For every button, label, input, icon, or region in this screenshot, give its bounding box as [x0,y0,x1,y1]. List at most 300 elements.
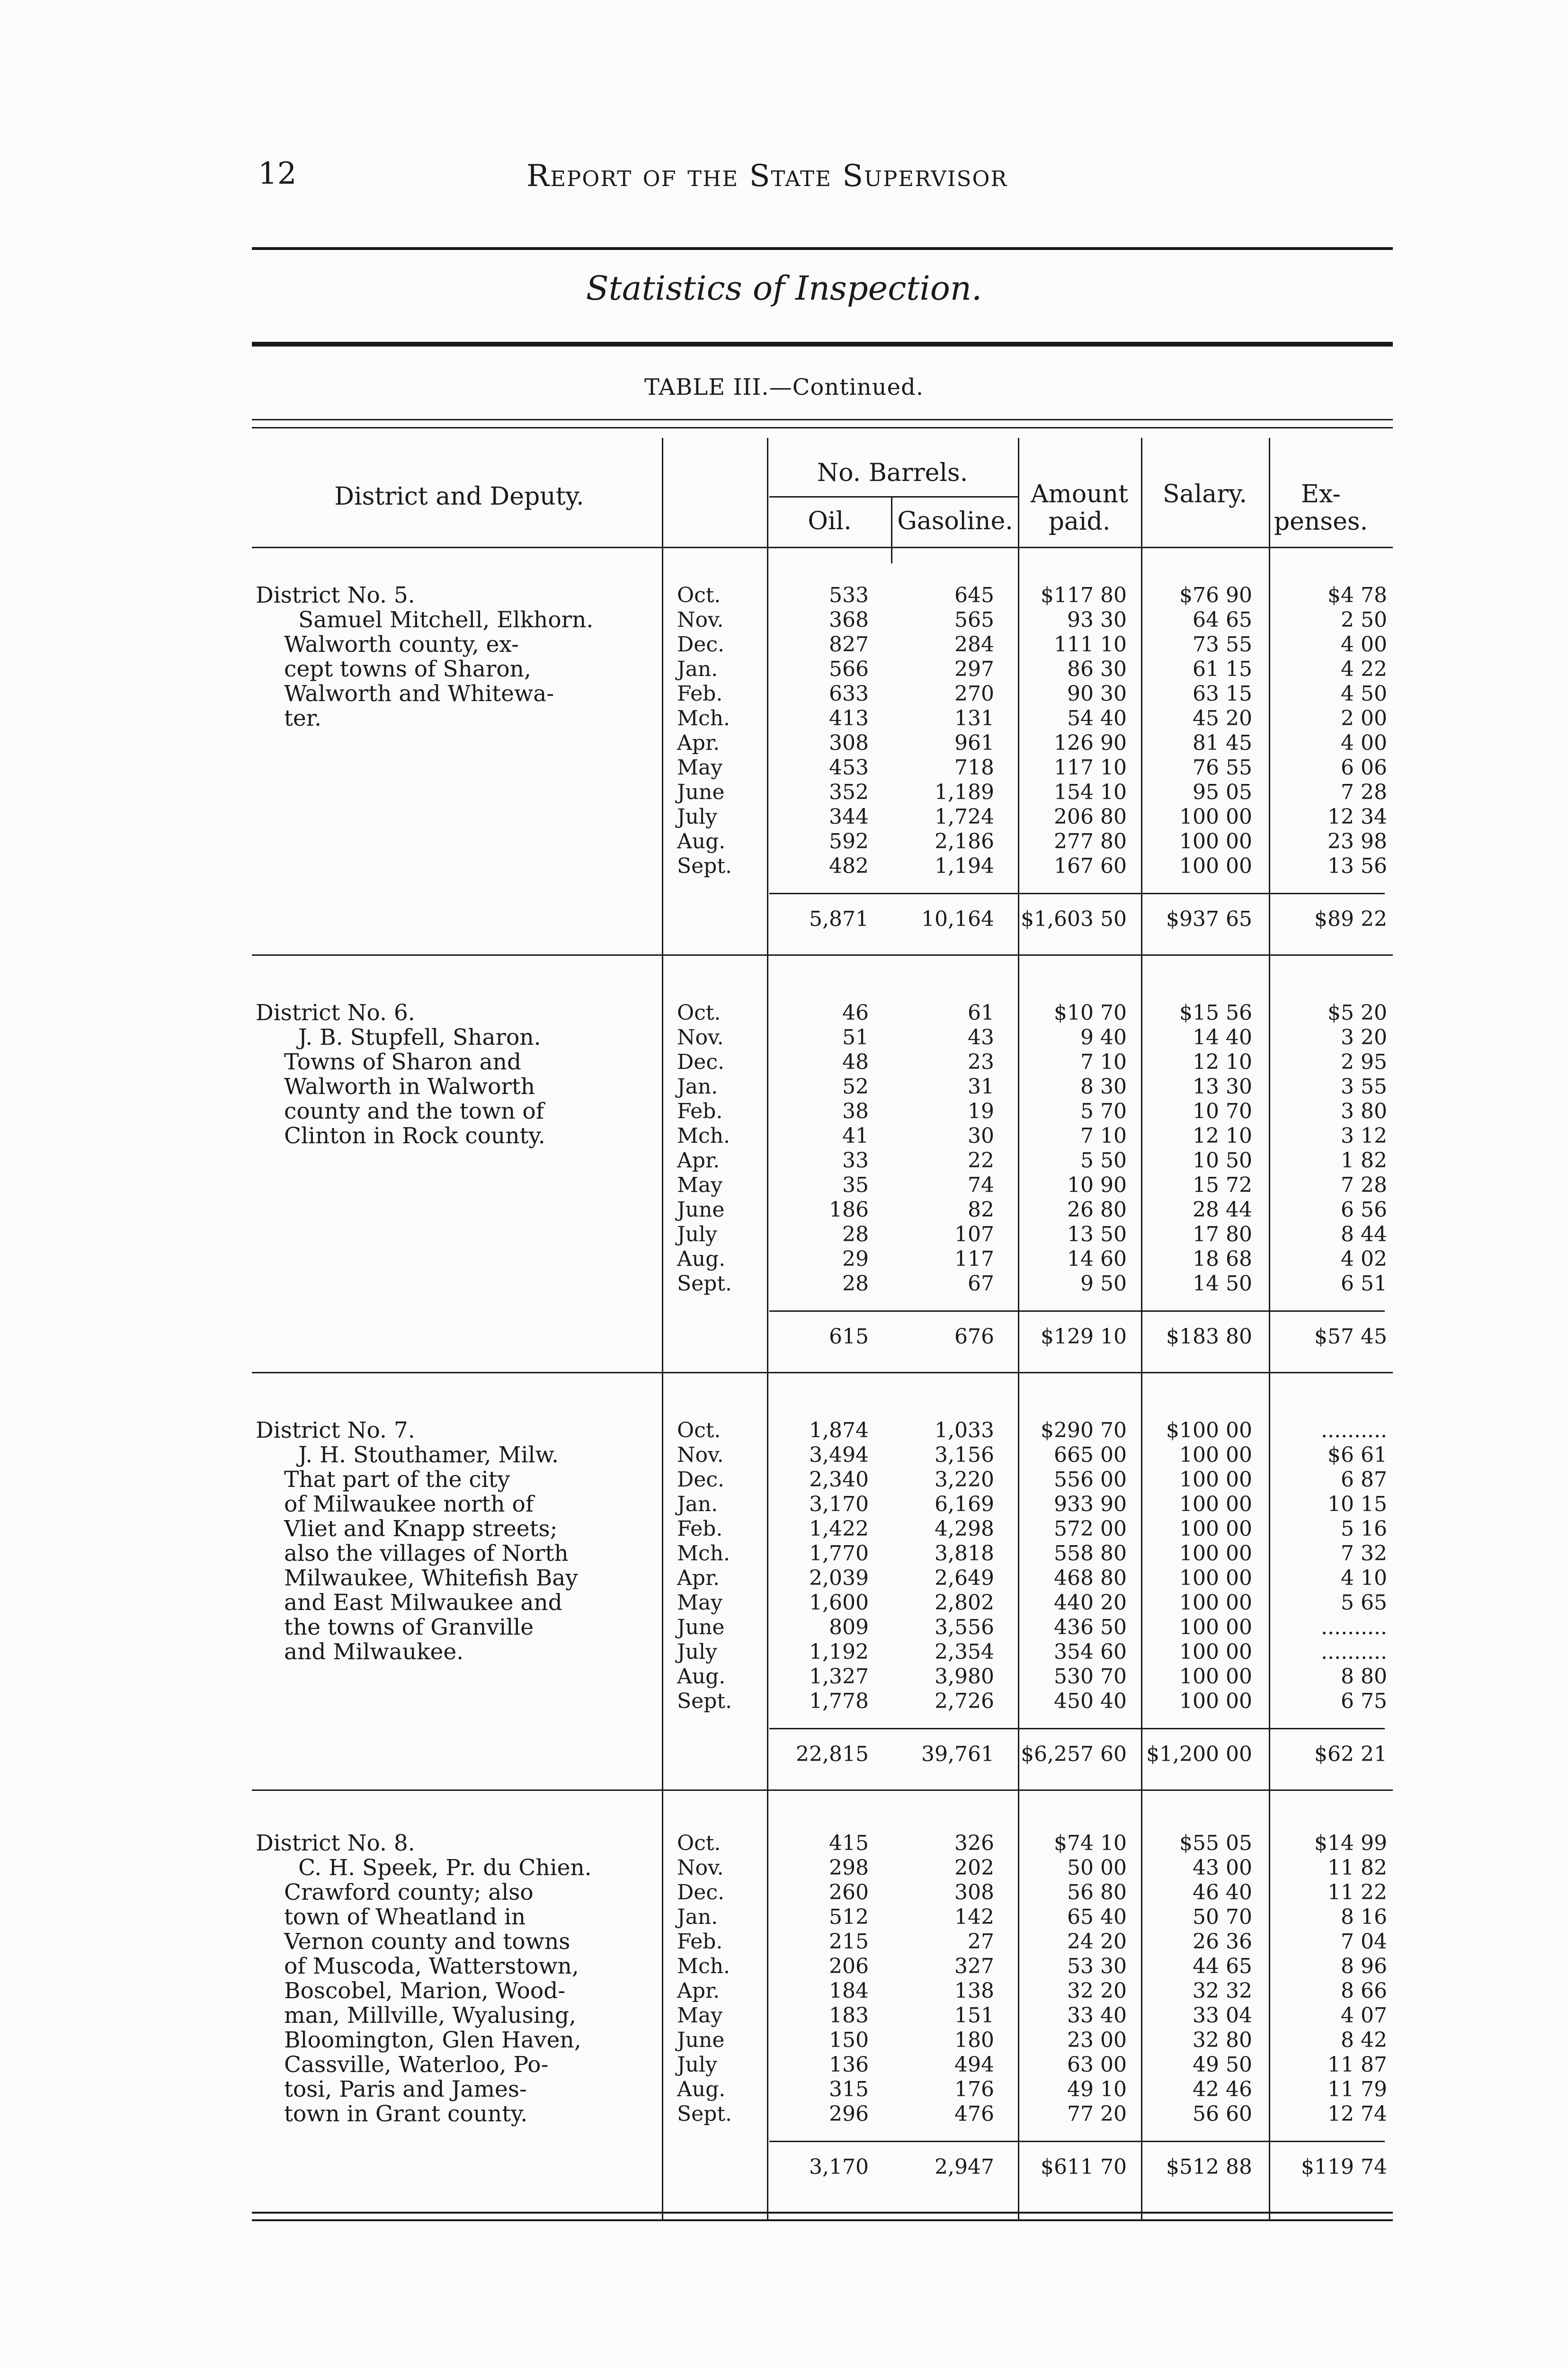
cell-oil: 183 [829,2003,869,2028]
total-oil: 5,871 [809,907,869,931]
cell-amount-paid: 50 00 [1067,1856,1127,1880]
cell-expenses: 5 16 [1341,1517,1387,1541]
cell-gasoline: 4,298 [935,1517,994,1541]
total-salary: $512 88 [1166,2155,1252,2179]
cell-oil: 150 [829,2028,869,2052]
cell-amount-paid: 665 00 [1054,1443,1127,1467]
cell-oil: 1,422 [809,1517,869,1541]
cell-expenses: 6 87 [1341,1468,1387,1492]
cell-gasoline: 718 [954,756,994,780]
cell-amount-paid: 77 20 [1067,2102,1127,2126]
cell-oil: 315 [829,2077,869,2101]
cell-amount-paid: 5 70 [1080,1099,1127,1123]
cell-gasoline: 2,726 [935,1689,994,1713]
cell-expenses: 6 51 [1341,1272,1387,1296]
header-gasoline: Gasoline. [897,507,1013,535]
cell-month: Apr. [677,731,720,755]
district-desc-line: and Milwaukee. [284,1639,464,1665]
cell-amount-paid: $74 10 [1054,1831,1127,1855]
cell-month: Jan. [677,1905,718,1929]
cell-expenses: 8 96 [1341,1954,1387,1978]
cell-month: Feb. [677,682,723,706]
cell-month: Feb. [677,1099,723,1123]
cell-gasoline: 1,194 [935,854,994,878]
cell-expenses: $5 20 [1327,1001,1387,1025]
cell-gasoline: 1,033 [935,1418,994,1442]
total-expenses: $119 74 [1301,2155,1387,2179]
cell-oil: 46 [842,1001,869,1025]
cell-expenses: 4 02 [1341,1247,1387,1271]
cell-month: Mch. [677,1954,731,1978]
cell-gasoline: 67 [968,1272,994,1296]
cell-expenses: 2 95 [1341,1050,1387,1074]
cell-amount-paid: 9 50 [1080,1272,1127,1296]
cell-oil: 453 [829,756,869,780]
cell-month: Nov. [677,1856,724,1880]
district-desc-line: Walworth and Whitewa- [284,681,554,707]
cell-salary: 13 30 [1193,1075,1252,1099]
cell-amount-paid: 206 80 [1054,805,1127,829]
district-desc-line: Walworth county, ex- [284,632,519,658]
total-amount-paid: $6,257 60 [1021,1742,1127,1766]
cell-oil: 215 [829,1930,869,1954]
cell-salary: 12 10 [1193,1050,1252,1074]
cell-gasoline: 74 [968,1173,994,1197]
cell-oil: 413 [829,706,869,730]
cell-salary: 42 46 [1193,2077,1252,2101]
cell-amount-paid: 13 50 [1067,1222,1127,1246]
cell-month: Apr. [677,1566,720,1590]
col-divider-2 [767,438,768,2220]
total-oil: 22,815 [796,1742,869,1766]
cell-oil: 184 [829,1979,869,2003]
total-gasoline: 10,164 [921,907,994,931]
cell-oil: 809 [829,1615,869,1639]
cell-amount-paid: 90 30 [1067,682,1127,706]
cell-expenses: 7 28 [1341,780,1387,804]
cell-amount-paid: 558 80 [1054,1541,1127,1566]
cell-gasoline: 476 [954,2102,994,2126]
district-desc-line: cept towns of Sharon, [284,656,531,682]
header-salary: Salary. [1162,480,1247,508]
total-salary: $937 65 [1166,907,1252,931]
cell-expenses: 2 50 [1341,608,1387,632]
district-desc-line: Vernon county and towns [284,1929,570,1955]
cell-salary: 10 70 [1193,1099,1252,1123]
district-desc-line: ter. [284,705,321,731]
cell-expenses: 2 00 [1341,706,1387,730]
rule-table-top-1 [252,419,1393,420]
cell-expenses: 6 75 [1341,1689,1387,1713]
cell-salary: $15 56 [1179,1001,1252,1025]
cell-oil: 33 [842,1148,869,1173]
cell-gasoline: 138 [954,1979,994,2003]
cell-amount-paid: 14 60 [1067,1247,1127,1271]
total-amount-paid: $611 70 [1041,2155,1127,2179]
cell-expenses: 7 28 [1341,1173,1387,1197]
cell-amount-paid: 167 60 [1054,854,1127,878]
cell-month: Mch. [677,706,731,730]
cell-month: June [677,2028,725,2052]
cell-salary: 100 00 [1179,805,1252,829]
cell-month: Sept. [677,1689,732,1713]
cell-expenses: .......... [1321,1640,1387,1664]
cell-month: Dec. [677,632,724,657]
cell-salary: $100 00 [1166,1418,1252,1442]
district-desc-line: and East Milwaukee and [284,1590,562,1616]
cell-month: Aug. [677,829,726,854]
cell-gasoline: 326 [954,1831,994,1855]
cell-month: Oct. [677,1001,721,1025]
cell-salary: 32 80 [1193,2028,1252,2052]
cell-gasoline: 27 [968,1930,994,1954]
cell-oil: 1,770 [809,1541,869,1566]
cell-salary: 100 00 [1179,1640,1252,1664]
cell-oil: 3,494 [809,1443,869,1467]
cell-gasoline: 31 [968,1075,994,1099]
cell-expenses: 3 12 [1341,1124,1387,1148]
total-expenses: $89 22 [1314,907,1387,931]
cell-amount-paid: 56 80 [1067,1880,1127,1904]
total-salary: $183 80 [1166,1325,1252,1349]
cell-oil: 3,170 [809,1492,869,1516]
cell-amount-paid: 440 20 [1054,1591,1127,1615]
cell-month: July [677,805,717,829]
cell-month: Oct. [677,1831,721,1855]
cell-salary: 14 40 [1193,1025,1252,1050]
district-desc-line: C. H. Speek, Pr. du Chien. [298,1855,592,1881]
cell-month: Feb. [677,1517,723,1541]
cell-gasoline: 22 [968,1148,994,1173]
cell-month: June [677,1615,725,1639]
district-desc-line: District No. 6. [256,1000,415,1026]
header-barrels: No. Barrels. [817,459,968,487]
header-amount: Amount paid. [1030,480,1129,536]
cell-salary: 56 60 [1193,2102,1252,2126]
cell-amount-paid: 65 40 [1067,1905,1127,1929]
rule-table-top-2 [252,427,1393,428]
cell-month: Dec. [677,1050,724,1074]
cell-amount-paid: 24 20 [1067,1930,1127,1954]
cell-expenses: .......... [1321,1418,1387,1442]
cell-expenses: 8 66 [1341,1979,1387,2003]
cell-gasoline: 2,354 [935,1640,994,1664]
cell-oil: 415 [829,1831,869,1855]
cell-gasoline: 284 [954,632,994,657]
cell-expenses: 4 00 [1341,731,1387,755]
cell-salary: 44 65 [1193,1954,1252,1978]
cell-gasoline: 565 [954,608,994,632]
rule-subtotal [769,1310,1385,1312]
cell-salary: 15 72 [1193,1173,1252,1197]
cell-oil: 298 [829,1856,869,1880]
district-desc-line: Crawford county; also [284,1879,534,1905]
rule-barrels [769,496,1018,498]
cell-expenses: 10 15 [1327,1492,1387,1516]
cell-oil: 48 [842,1050,869,1074]
cell-expenses: 7 04 [1341,1930,1387,1954]
cell-amount-paid: 49 10 [1067,2077,1127,2101]
cell-expenses: $6 61 [1327,1443,1387,1467]
district-desc-line: Bloomington, Glen Haven, [284,2027,581,2053]
rule-district-separator [252,954,1393,956]
cell-gasoline: 2,649 [935,1566,994,1590]
table-title: TABLE III.—Continued. [644,374,924,400]
cell-month: Apr. [677,1979,720,2003]
cell-oil: 1,874 [809,1418,869,1442]
cell-oil: 28 [842,1222,869,1246]
cell-amount-paid: $10 70 [1054,1001,1127,1025]
cell-salary: 14 50 [1193,1272,1252,1296]
total-gasoline: 39,761 [921,1742,994,1766]
cell-gasoline: 142 [954,1905,994,1929]
cell-amount-paid: 93 30 [1067,608,1127,632]
cell-salary: 73 55 [1193,632,1252,657]
cell-oil: 260 [829,1880,869,1904]
cell-oil: 482 [829,854,869,878]
cell-gasoline: 43 [968,1025,994,1050]
cell-month: Oct. [677,583,721,607]
cell-oil: 352 [829,780,869,804]
cell-amount-paid: $290 70 [1041,1418,1127,1442]
cell-gasoline: 61 [968,1001,994,1025]
cell-salary: 81 45 [1193,731,1252,755]
cell-amount-paid: 436 50 [1054,1615,1127,1639]
cell-oil: 308 [829,731,869,755]
cell-expenses: $14 99 [1314,1831,1387,1855]
cell-expenses: 11 87 [1327,2053,1387,2077]
district-desc-line: town in Grant county. [284,2101,528,2127]
cell-amount-paid: 468 80 [1054,1566,1127,1590]
cell-expenses: 4 50 [1341,682,1387,706]
cell-gasoline: 3,156 [935,1443,994,1467]
cell-salary: 100 00 [1179,1566,1252,1590]
cell-amount-paid: 450 40 [1054,1689,1127,1713]
cell-gasoline: 82 [968,1198,994,1222]
district-desc-line: Samuel Mitchell, Elkhorn. [298,607,594,633]
cell-month: May [677,756,723,780]
rule-subtotal [769,1728,1385,1729]
cell-expenses: 8 42 [1341,2028,1387,2052]
rule-district-separator [252,1789,1393,1791]
cell-amount-paid: 33 40 [1067,2003,1127,2028]
cell-amount-paid: 117 10 [1054,756,1127,780]
cell-month: Jan. [677,1075,718,1099]
cell-oil: 592 [829,829,869,854]
col-divider-4 [1018,438,1019,2220]
cell-oil: 35 [842,1173,869,1197]
district-desc-line: District No. 5. [256,582,415,608]
cell-salary: 18 68 [1193,1247,1252,1271]
cell-oil: 186 [829,1198,869,1222]
cell-gasoline: 131 [954,706,994,730]
cell-expenses: $4 78 [1327,583,1387,607]
header-oil: Oil. [808,507,852,535]
rule-bottom-1 [252,2212,1393,2214]
cell-gasoline: 1,189 [935,780,994,804]
cell-expenses: 13 56 [1327,854,1387,878]
cell-month: Aug. [677,2077,726,2101]
cell-oil: 1,778 [809,1689,869,1713]
rule-subtotal [769,2141,1385,2142]
cell-gasoline: 19 [968,1099,994,1123]
district-desc-line: of Milwaukee north of [284,1491,534,1517]
cell-salary: 100 00 [1179,854,1252,878]
cell-oil: 41 [842,1124,869,1148]
col-divider-6 [1269,438,1270,2220]
cell-gasoline: 2,186 [935,829,994,854]
cell-month: July [677,1640,717,1664]
cell-oil: 296 [829,2102,869,2126]
cell-salary: 100 00 [1179,1591,1252,1615]
cell-oil: 51 [842,1025,869,1050]
district-desc-line: tosi, Paris and James- [284,2076,527,2102]
cell-gasoline: 2,802 [935,1591,994,1615]
cell-salary: 100 00 [1179,829,1252,854]
cell-oil: 1,327 [809,1664,869,1689]
total-gasoline: 2,947 [935,2155,994,2179]
cell-expenses: 11 79 [1327,2077,1387,2101]
cell-salary: 100 00 [1179,1443,1252,1467]
cell-salary: 64 65 [1193,608,1252,632]
cell-gasoline: 494 [954,2053,994,2077]
subtitle: Statistics of Inspection. [586,269,982,308]
cell-gasoline: 30 [968,1124,994,1148]
cell-amount-paid: 7 10 [1080,1050,1127,1074]
cell-gasoline: 117 [954,1247,994,1271]
cell-month: Nov. [677,1443,724,1467]
cell-expenses: 6 06 [1341,756,1387,780]
cell-salary: $76 90 [1179,583,1252,607]
district-desc-line: District No. 7. [256,1417,415,1443]
cell-month: July [677,2053,717,2077]
cell-expenses: 8 16 [1341,1905,1387,1929]
total-amount-paid: $1,603 50 [1021,907,1127,931]
cell-amount-paid: 10 90 [1067,1173,1127,1197]
rule-below-subtitle [252,342,1393,347]
cell-expenses: 8 44 [1341,1222,1387,1246]
cell-gasoline: 270 [954,682,994,706]
cell-salary: 17 80 [1193,1222,1252,1246]
cell-month: Aug. [677,1664,726,1689]
cell-gasoline: 297 [954,657,994,681]
cell-month: July [677,1222,717,1246]
district-desc-line: Clinton in Rock county. [284,1123,545,1149]
cell-amount-paid: 54 40 [1067,706,1127,730]
cell-month: Mch. [677,1541,731,1566]
cell-salary: 10 50 [1193,1148,1252,1173]
cell-amount-paid: 111 10 [1054,632,1127,657]
cell-amount-paid: 26 80 [1067,1198,1127,1222]
cell-expenses: 3 80 [1341,1099,1387,1123]
cell-expenses: 6 56 [1341,1198,1387,1222]
cell-gasoline: 1,724 [935,805,994,829]
cell-amount-paid: 9 40 [1080,1025,1127,1050]
cell-salary: 33 04 [1193,2003,1252,2028]
cell-oil: 52 [842,1075,869,1099]
cell-salary: 100 00 [1179,1615,1252,1639]
cell-month: Jan. [677,1492,718,1516]
cell-oil: 2,340 [809,1468,869,1492]
cell-expenses: 12 34 [1327,805,1387,829]
cell-salary: 46 40 [1193,1880,1252,1904]
rule-bottom-2 [252,2219,1393,2221]
cell-expenses: 3 20 [1341,1025,1387,1050]
col-divider-1 [662,438,663,2220]
header-expenses: Ex- penses. [1274,480,1368,536]
cell-amount-paid: 126 90 [1054,731,1127,755]
cell-oil: 1,192 [809,1640,869,1664]
cell-month: May [677,1173,723,1197]
cell-oil: 512 [829,1905,869,1929]
cell-salary: 100 00 [1179,1517,1252,1541]
cell-oil: 206 [829,1954,869,1978]
cell-oil: 827 [829,632,869,657]
district-desc-line: man, Millville, Wyalusing, [284,2002,576,2029]
cell-gasoline: 6,169 [935,1492,994,1516]
cell-salary: 100 00 [1179,1664,1252,1689]
cell-expenses: .......... [1321,1615,1387,1639]
cell-month: Sept. [677,2102,732,2126]
cell-month: Jan. [677,657,718,681]
cell-amount-paid: 23 00 [1067,2028,1127,2052]
cell-month: Apr. [677,1148,720,1173]
cell-expenses: 4 22 [1341,657,1387,681]
cell-expenses: 11 82 [1327,1856,1387,1880]
district-desc-line: also the villages of North [284,1540,569,1566]
cell-month: Dec. [677,1880,724,1904]
cell-amount-paid: 530 70 [1054,1664,1127,1689]
total-oil: 615 [829,1325,869,1349]
district-desc-line: Walworth in Walworth [284,1074,535,1100]
cell-oil: 633 [829,682,869,706]
cell-salary: 26 36 [1193,1930,1252,1954]
cell-gasoline: 961 [954,731,994,755]
cell-amount-paid: 7 10 [1080,1124,1127,1148]
cell-month: June [677,1198,725,1222]
total-amount-paid: $129 10 [1041,1325,1127,1349]
cell-amount-paid: 5 50 [1080,1148,1127,1173]
district-desc-line: That part of the city [284,1467,510,1493]
cell-expenses: 12 74 [1327,2102,1387,2126]
cell-salary: 12 10 [1193,1124,1252,1148]
cell-amount-paid: 354 60 [1054,1640,1127,1664]
cell-salary: 28 44 [1193,1198,1252,1222]
cell-salary: 45 20 [1193,706,1252,730]
cell-gasoline: 308 [954,1880,994,1904]
cell-oil: 533 [829,583,869,607]
total-oil: 3,170 [809,2155,869,2179]
cell-gasoline: 180 [954,2028,994,2052]
rule-header-bottom [252,547,1393,548]
cell-expenses: 4 10 [1341,1566,1387,1590]
district-desc-line: J. B. Stupfell, Sharon. [298,1024,541,1050]
cell-amount-paid: 277 80 [1054,829,1127,854]
cell-expenses: 11 22 [1327,1880,1387,1904]
rule-subtotal [769,893,1385,894]
cell-month: Sept. [677,1272,732,1296]
cell-gasoline: 107 [954,1222,994,1246]
cell-salary: 43 00 [1193,1856,1252,1880]
cell-expenses: 7 32 [1341,1541,1387,1566]
total-gasoline: 676 [954,1325,994,1349]
cell-gasoline: 176 [954,2077,994,2101]
cell-expenses: 1 82 [1341,1148,1387,1173]
cell-expenses: 5 65 [1341,1591,1387,1615]
cell-gasoline: 202 [954,1856,994,1880]
cell-gasoline: 3,980 [935,1664,994,1689]
cell-gasoline: 23 [968,1050,994,1074]
